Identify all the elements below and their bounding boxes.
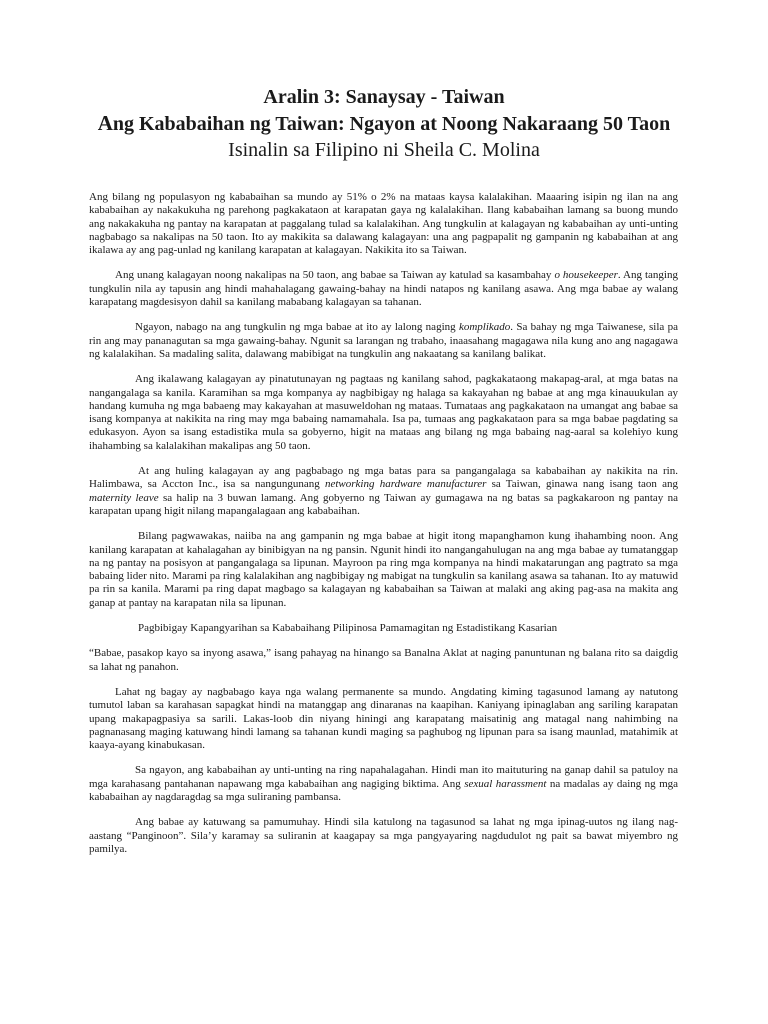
- paragraph-5: [89, 465, 678, 518]
- paragraph-7: “Babae, pasakop kayo sa inyong asawa,” isang pahayag na hinango sa Banalna Aklat at naging panuntunan ng balana rito sa daigdig sa lahat ng panahon.: [89, 647, 678, 673]
- essay-title-initial: A: [97, 111, 113, 135]
- paragraph-5-italic-2: maternity leave: [89, 491, 159, 504]
- document-body: [89, 191, 678, 868]
- paragraph-4: Ang ikalawang kalagayan ay pinatutunayan ng pagtaas ng kanilang sahod, pagkakataong makapag-aral, at mga batas na nangangalaga sa kanila. Karamihan sa mga kompanya ay nagbibigay ng halaga sa kakayahan ng babae at ang mga kinauukulan ay handang kumuha ng mga babaeng may kakayahan at masuweldohan ng mataas. Tumataas ang pagkakataon na umangat ang babae sa isang kompanya at nakikita na ring may mga babaing namamahala. Isa pa, tumaas ang pagkakataon para sa mga babae pagdating sa edukasyon. Ayon sa isang estadistika mula sa gobyerno, higit na mataas ang bilang ng mga babaing nag-aaral sa kolehiyo kung ihahambing sa kalalakihan makalipas ang 50 taon.: [89, 373, 678, 452]
- paragraph-8: Lahat ng bagay ay nagbabago kaya nga walang permanente sa mundo. Angdating kiming tagasunod lamang ay natutong tumutol laban sa karahasan sapagkat hindi na matanggap ang dinaranas na kaapihan. Kaniyang ipinaglaban ang sariling karapatan upang makapagpasiya sa sarili. Lakas-loob din niyang hiningi ang karapatang maisatinig ang matagal nang nahimbing na pagnanasang maging katuwang hindi lamang sa tahanan kundi maging sa paghubog ng lipunan para sa isang maunlad, matahimik at kaaya-ayang kinabukasan.: [89, 685, 678, 752]
- paragraph-9-italic: sexual harassment: [464, 777, 547, 790]
- paragraph-5-text-c: sa Taiwan, ginawa nang isang taon ang: [486, 478, 678, 491]
- paragraph-2-text-a: Ang unang kalagayan noong nakalipas na 50 taon, ang babae sa Taiwan ay katulad sa kasambahay: [115, 269, 555, 282]
- paragraph-3-text-c: . Sa bahay ng mga Taiwanese, sila pa rin ang may pananagutan sa mga gawaing-bahay. Ngunit sa larangan ng trabaho, inaasahang magagawa nila kung ano ang nagagawa ng kalalakihan. Sa madaling salita, dalawang mabibigat na tungkulin ang nakaatang sa kanilang balikat.: [89, 321, 678, 360]
- paragraph-9-text-c: na madalas ay daing ng mga kababaihan ay nagdaragdag sa mga suliraning pambansa.: [89, 777, 679, 803]
- paragraph-9: [89, 764, 678, 804]
- paragraph-10: Ang babae ay katuwang sa pamumuhay. Hindi sila katulong na tagasunod sa lahat ng mga ipinag-uutos ng ilang nag-aastang “Panginoon”. Sila’y karamay sa suliranin at kaagapay sa mga pangyayaring nagdudulot ng pait sa bawat miyembro ng pamilya.: [89, 816, 678, 855]
- paragraph-5-italic-1: networking hardware manufacturer: [324, 478, 487, 491]
- title-block: [0, 84, 768, 163]
- essay-title-rest: ng Kababaihan ng Taiwan: Ngayon at Noong Nakaraang 50 Taon: [112, 113, 671, 135]
- paragraph-2-text-c: . Ang tanging tungkulin nila ay tapusin ang hindi mahahalagang gawaing-bahay na hindi natapos ng kanilang asawa. Ang mga babae ay walang karapatang magdesisyon dahil sa kanilang mababang kalagayan sa tahanan.: [89, 269, 678, 309]
- paragraph-9-text-a: Sa ngayon, ang kababaihan ay unti-unting na ring napahalagahan. Hindi man ito maituturing na ganap dahil sa patuloy na mga karahasang pantahanan napawang mga kababaihan ang nagiging biktima. Ang: [89, 764, 678, 790]
- essay-title: [89, 110, 679, 137]
- paragraph-5-text-e: sa halip na 3 buwan lamang. Ang gobyerno ng Taiwan ay gumagawa na ng batas sa pagkakaroon ng pantay na karapatan upang higit nilang mapangalagaan ang kababaihan.: [89, 491, 678, 517]
- lesson-title: Aralin 3: Sanaysay - Taiwan: [263, 86, 505, 108]
- translator-credit: Isinalin sa Filipino ni Sheila C. Molina: [228, 139, 540, 161]
- paragraph-3: [89, 321, 678, 361]
- paragraph-5-text-a: At ang huling kalagayan ay ang pagbabago ng mga batas para sa pangangalaga sa kababaihan ay nakikita na rin. Halimbawa, sa Accton Inc., isa sa nangungunang: [89, 465, 678, 491]
- paragraph-1: Ang bilang ng populasyon ng kababaihan sa mundo ay 51% o 2% na mataas kaysa kalalakihan. Maaaring isipin ng ilan na ang kababaihan ay nakakukuha ng parehong pagkakataon at karapatan gaya ng kalalakihan. Ilang kababaihan lamang sa buong mundo ang nakakakuha ng pantay na karapatan at paggalang tulad sa kalalakihan. Ang tungkulin at kalagayan ng kababaihan ay unti-unting nagbabago sa nakalipas na 50 taon. Ito ay makikita sa dalawang kalagayan: una ang pagpapalit ng gampanin ng kababaihan at ang ikalawa ay ang pag-unlad ng kanilang karapatan at kalagayan. Nakikita ito sa Taiwan.: [89, 191, 678, 257]
- paragraph-2: [89, 269, 678, 309]
- paragraph-3-text-a: Ngayon, nabago na ang tungkulin ng mga babae at ito ay lalong naging: [135, 321, 459, 334]
- section-heading: Pagbibigay Kapangyarihan sa Kababaihang Pilipinosa Pamamagitan ng Estadistikang Kasarian: [138, 622, 558, 635]
- paragraph-3-italic: komplikado: [458, 321, 511, 334]
- paragraph-6: Bilang pagwawakas, naiiba na ang gampanin ng mga babae at higit itong mapanghamon kung ihahambing noon. Ang kanilang karapatan at kahalagahan ay binibigyan na ng pansin. Ngunit hindi ito nangangahulugan na ang mga babae ay tumatanggap na ng pantay na posisyon at pangangalaga sa lipunan. Mayroon pa ring mga kompanya na hindi makatarungan ang pagtrato sa mga babaing lider nito. Marami pa ring kalalakihan ang nagbibigay ng mabigat na tungkulin sa kanilang asawa sa tahanan. Ito ay matuwid pa rin sa kanila. Marami pa ring dapat magbago sa kalagayan ng kababaihan sa Taiwan at malaki ang aking pag-asa na makita ang ganap at pantay na karapatan nila sa lipunan.: [89, 530, 678, 609]
- paragraph-2-italic: o housekeeper: [554, 269, 618, 282]
